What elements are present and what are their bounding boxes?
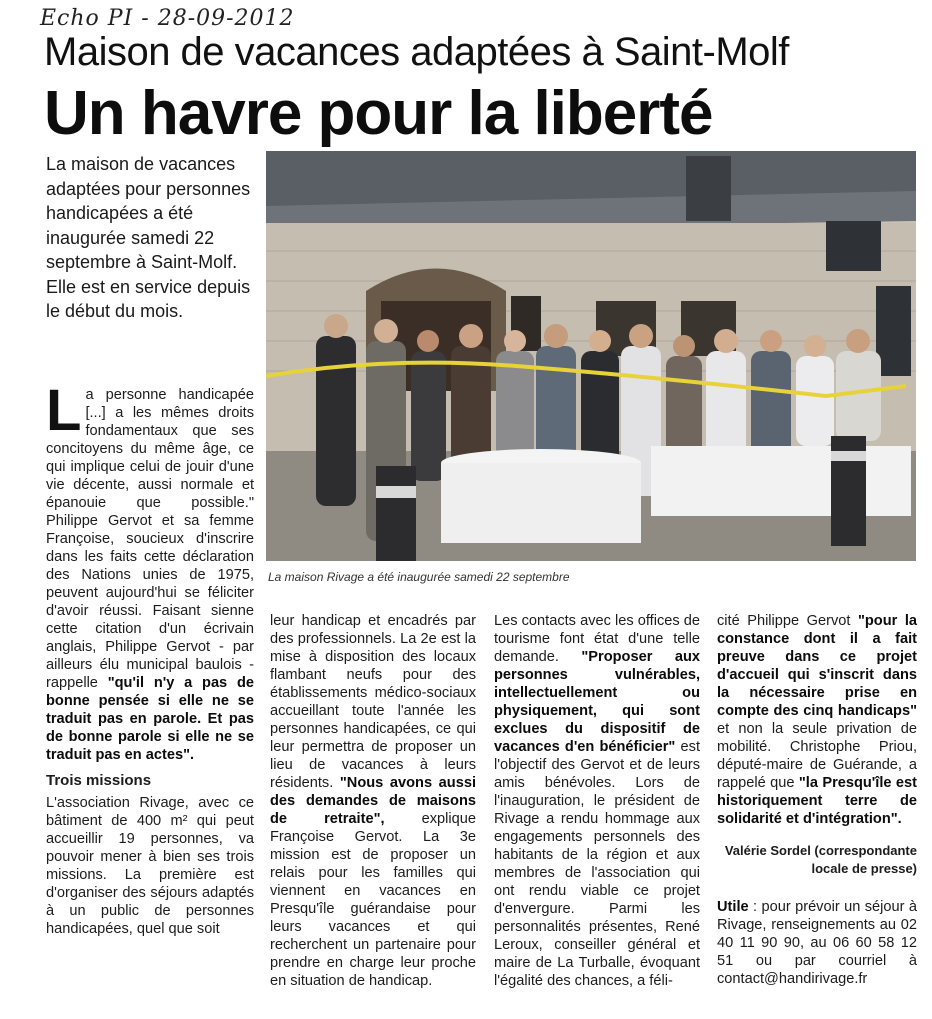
- article-headline: Un havre pour la liberté: [44, 79, 713, 148]
- column-4: [717, 612, 917, 988]
- inauguration-photo-illustration: [266, 151, 916, 561]
- info-text: : pour prévoir un séjour à Rivage, renseignements au 02 40 11 90 90, au 06 60 58 12 51 ou par courriel à contact@handirivage.fr: [717, 899, 917, 987]
- col2-quote: "Nous avons aussi des demandes de maisons de retraite",: [270, 775, 477, 827]
- practical-info: [717, 898, 917, 988]
- author-signature: Valérie Sordel (correspondante locale de presse): [724, 843, 917, 876]
- col4-text-b: et non la seule privation de mobilité. Christophe Priou, député-maire de Guérande, a rappelé que: [717, 721, 917, 791]
- inauguration-photo: [266, 151, 916, 561]
- col4-quote-b: "la Presqu'île est historiquement terre de solidarité et d'intégration".: [717, 775, 917, 827]
- col2-text-a: leur handicap et encadrés par des professionnels. La 2e est la mise à disposition des locaux flambant neufs pour des établissements médico-sociaux accueillant toute l'année les personnes handicapées, ce qui leur permettra de proposer un lieu de vacances à leurs résidents.: [270, 613, 476, 791]
- article-lead: La maison de vacances adaptées pour personnes handicapées a été inaugurée samedi 22 septembre à Saint-Molf. Elle est en service depuis le début du mois.: [46, 154, 251, 321]
- col3-text-a: Les contacts avec les offices de tourisme font état d'une telle demande.: [494, 613, 700, 665]
- info-label: Utile: [717, 899, 749, 915]
- col4-quote-a: "pour la constance dont il a fait preuve dans ce projet d'accueil qui s'inscrit dans la nécessaire prise en compte des cinq handicaps": [717, 613, 917, 719]
- col1-quote: "qu'il n'y a pas de bonne pensée si elle ne se traduit pas en parole. Et pas de bonne parole si elle ne se traduit pas en actes".: [46, 675, 254, 763]
- col3-quote: "Proposer aux personnes vulnérables, intellectuellement ou physiquement, qui sont exclues du dispositif de vacances d'en bénéficier": [494, 649, 700, 755]
- photo-caption: La maison Rivage a été inaugurée samedi 22 septembre: [268, 570, 570, 584]
- column-2: [270, 612, 476, 990]
- col1-para1: a personne handicapée [...] a les mêmes droits fondamentaux que ses concitoyens du même âge, ce qui implique celui de jouir d'une vie décente, aussi normale et épanouie que possible." Philippe Gervot et sa femme Françoise, soucieux d'inscrire dans les faits cette déclaration des Nations unies de 1975, peuvent aujourd'hui se féliciter d'avoir réussi. Faisant sienne cette citation d'un écrivain anglais, Philippe Gervot - par ailleurs élu municipal baulois - rappelle: [46, 387, 254, 691]
- drop-cap: L: [46, 378, 82, 443]
- col4-text-a: cité Philippe Gervot: [717, 613, 858, 629]
- col1-para2: L'association Rivage, avec ce bâtiment de 400 m² qui peut accueillir 19 personnes, va pouvoir mener à bien ses trois missions. La première est d'organiser des séjours adaptés à un public de personnes handicapées, quel que soit: [46, 795, 254, 937]
- subhead-trois-missions: Trois missions: [46, 772, 152, 789]
- col3-text-b: est l'objectif des Gervot et de leurs amis bénévoles. Lors de l'inauguration, le président de Rivage a rendu hommage aux engagements personnels des habitants de la région et aux membres de l'association qui ont rendu viable ce projet d'envergure. Parmi les personnalités présentes, René Leroux, conseiller général et maire de La Turballe, évoquant l'égalité des chances, a féli-: [494, 739, 700, 989]
- column-1-top: [46, 378, 254, 938]
- handwritten-note: Echo PI - 28-09-2012: [40, 6, 295, 31]
- column-3: [494, 612, 700, 990]
- col2-text-b: explique Françoise Gervot. La 3e mission est de proposer un relais pour les familles qui viennent en vacances en Presqu'île guérandaise pour leurs vacances et qui recherchent un partenaire pour prendre en charge leur proche en situation de handicap.: [270, 811, 476, 989]
- article-kicker: Maison de vacances adaptées à Saint-Molf: [44, 30, 789, 74]
